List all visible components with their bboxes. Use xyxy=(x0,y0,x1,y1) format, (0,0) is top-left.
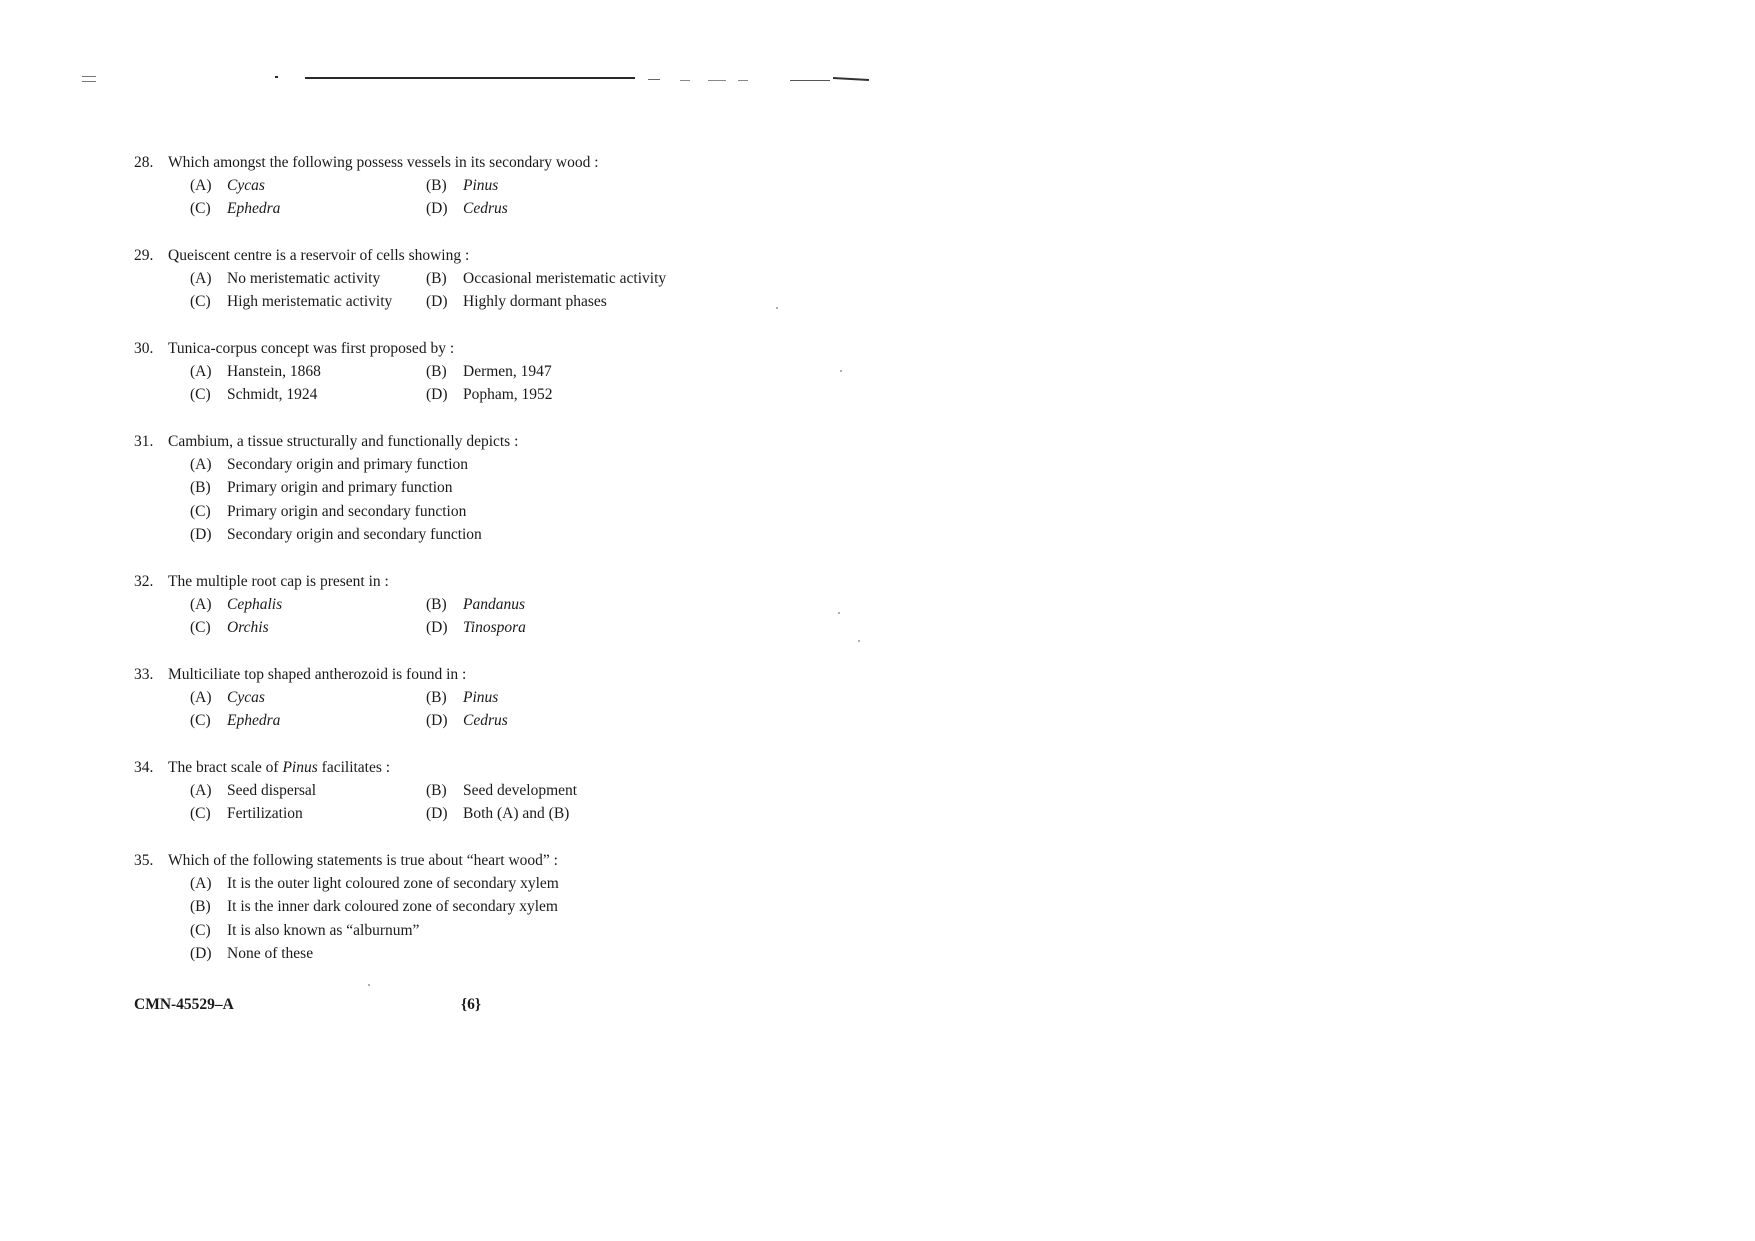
option-letter: (C) xyxy=(190,805,211,823)
answer-option xyxy=(426,293,662,311)
answer-option xyxy=(190,293,426,311)
option-text: Ephedra xyxy=(227,200,281,218)
option-text: Highly dormant phases xyxy=(463,293,607,311)
question-number: 31. xyxy=(134,433,154,450)
option-letter: (D) xyxy=(426,386,448,404)
option-letter: (D) xyxy=(426,712,448,730)
option-row xyxy=(190,524,894,548)
question-item xyxy=(134,850,894,966)
question-text-part: facilitates : xyxy=(317,759,391,776)
question-text: Multiciliate top shaped antherozoid is found in : xyxy=(168,666,467,683)
question-stem xyxy=(134,757,894,779)
answer-option xyxy=(426,363,662,381)
option-row xyxy=(190,291,894,315)
question-stem xyxy=(134,664,894,686)
options xyxy=(190,360,894,407)
option-row xyxy=(190,384,894,408)
answer-option xyxy=(426,619,662,637)
question-item xyxy=(134,431,894,547)
option-letter: (C) xyxy=(190,293,211,311)
scan-artifact xyxy=(648,79,660,80)
scan-artifact xyxy=(82,76,96,77)
answer-option xyxy=(190,782,426,800)
option-letter: (D) xyxy=(190,945,212,963)
option-text: Cedrus xyxy=(463,712,508,730)
option-letter: (A) xyxy=(190,688,212,706)
option-letter: (A) xyxy=(190,455,212,473)
option-letter: (B) xyxy=(426,269,447,287)
option-text: None of these xyxy=(227,945,314,963)
question-list xyxy=(134,152,894,990)
option-row xyxy=(190,360,894,384)
question-text: Which of the following statements is true about “heart wood” : xyxy=(168,852,558,869)
question-number: 30. xyxy=(134,340,154,357)
question-stem xyxy=(134,431,894,453)
answer-option xyxy=(190,922,710,940)
option-text: Seed dispersal xyxy=(227,781,317,799)
option-text: High meristematic activity xyxy=(227,293,393,311)
scan-artifact xyxy=(708,80,726,81)
question-text: Which amongst the following possess vessels in its secondary wood : xyxy=(168,154,599,171)
option-text: Tinospora xyxy=(463,619,526,637)
options xyxy=(190,686,894,733)
option-text: Cycas xyxy=(227,688,265,706)
answer-option xyxy=(426,386,662,404)
option-letter: (B) xyxy=(190,898,211,916)
option-text: Fertilization xyxy=(227,805,303,823)
option-letter: (B) xyxy=(426,781,447,799)
answer-option xyxy=(190,177,426,195)
question-number: 29. xyxy=(134,247,154,264)
answer-option xyxy=(190,712,426,730)
option-text: Both (A) and (B) xyxy=(463,805,570,823)
option-text: Seed development xyxy=(463,781,578,799)
scan-artifact xyxy=(275,76,278,78)
question-number: 35. xyxy=(134,852,154,869)
answer-option xyxy=(190,479,710,497)
option-row xyxy=(190,803,894,827)
question-item xyxy=(134,245,894,314)
options xyxy=(190,593,894,640)
option-letter: (A) xyxy=(190,176,212,194)
question-text: Queiscent centre is a reservoir of cells showing : xyxy=(168,247,470,264)
question-text: Cambium, a tissue structurally and functionally depicts : xyxy=(168,433,519,450)
option-letter: (C) xyxy=(190,502,211,520)
option-text: It is the inner dark coloured zone of secondary xylem xyxy=(227,898,558,916)
question-stem xyxy=(134,152,894,174)
answer-option xyxy=(426,805,662,823)
answer-option xyxy=(426,177,662,195)
answer-option xyxy=(190,619,426,637)
option-letter: (D) xyxy=(426,805,448,823)
option-letter: (B) xyxy=(190,479,211,497)
paper-code: CMN-45529–A xyxy=(134,996,234,1013)
option-text: Cycas xyxy=(227,176,265,194)
answer-option xyxy=(190,689,426,707)
option-text: Schmidt, 1924 xyxy=(227,386,318,404)
option-row xyxy=(190,896,894,920)
option-text: Secondary origin and secondary function xyxy=(227,526,482,544)
option-row xyxy=(190,500,894,524)
question-item xyxy=(134,338,894,407)
answer-option xyxy=(190,898,710,916)
answer-option xyxy=(190,363,426,381)
scan-artifact xyxy=(680,80,690,81)
option-letter: (D) xyxy=(190,526,212,544)
option-letter: (B) xyxy=(426,362,447,380)
question-stem xyxy=(134,245,894,267)
option-text: Primary origin and secondary function xyxy=(227,502,467,520)
question-number: 28. xyxy=(134,154,154,171)
question-text: The multiple root cap is present in : xyxy=(168,573,389,590)
question-number: 32. xyxy=(134,573,154,590)
answer-option xyxy=(426,596,662,614)
option-text: Pinus xyxy=(463,688,499,706)
question-stem xyxy=(134,850,894,872)
option-text: Primary origin and primary function xyxy=(227,479,453,497)
option-row xyxy=(190,617,894,641)
scan-artifact xyxy=(833,77,869,81)
question-text xyxy=(168,759,390,777)
option-row xyxy=(190,174,894,198)
answer-option xyxy=(190,270,426,288)
top-rule xyxy=(305,77,635,79)
option-text: Pandanus xyxy=(463,595,525,613)
answer-option xyxy=(190,456,710,474)
question-number: 33. xyxy=(134,666,154,683)
option-row xyxy=(190,477,894,501)
option-text: Cedrus xyxy=(463,200,508,218)
question-text-taxon: Pinus xyxy=(282,759,318,776)
option-letter: (D) xyxy=(426,619,448,637)
answer-option xyxy=(426,782,662,800)
question-item xyxy=(134,757,894,826)
option-text: Ephedra xyxy=(227,712,281,730)
option-text: It is the outer light coloured zone of secondary xylem xyxy=(227,874,559,892)
option-row xyxy=(190,779,894,803)
option-letter: (A) xyxy=(190,874,212,892)
option-letter: (B) xyxy=(426,595,447,613)
option-letter: (A) xyxy=(190,269,212,287)
option-letter: (C) xyxy=(190,921,211,939)
option-text: Cephalis xyxy=(227,595,283,613)
option-letter: (A) xyxy=(190,781,212,799)
option-text: Secondary origin and primary function xyxy=(227,455,469,473)
scan-artifact xyxy=(738,80,748,81)
answer-option xyxy=(426,712,662,730)
option-text: No meristematic activity xyxy=(227,269,381,287)
option-row xyxy=(190,453,894,477)
scan-artifact xyxy=(790,80,830,81)
options xyxy=(190,453,894,547)
options xyxy=(190,267,894,314)
options xyxy=(190,174,894,221)
option-letter: (B) xyxy=(426,688,447,706)
option-letter: (C) xyxy=(190,200,211,218)
option-row xyxy=(190,919,894,943)
option-text: Hanstein, 1868 xyxy=(227,362,321,380)
page-number: {6} xyxy=(461,996,481,1013)
answer-option xyxy=(426,689,662,707)
answer-option xyxy=(190,805,426,823)
option-row xyxy=(190,267,894,291)
answer-option xyxy=(426,269,667,288)
answer-option xyxy=(190,503,710,521)
answer-option xyxy=(426,200,662,218)
option-letter: (A) xyxy=(190,595,212,613)
answer-option xyxy=(190,945,710,963)
option-text: Orchis xyxy=(227,619,269,637)
scan-artifact xyxy=(82,81,96,82)
option-letter: (C) xyxy=(190,619,211,637)
question-text: Tunica-corpus concept was first proposed by : xyxy=(168,340,455,357)
question-number: 34. xyxy=(134,759,154,776)
question-stem xyxy=(134,338,894,360)
option-letter: (D) xyxy=(426,293,448,311)
option-row xyxy=(190,872,894,896)
question-item xyxy=(134,571,894,640)
question-stem xyxy=(134,571,894,593)
option-text: Pinus xyxy=(463,176,499,194)
answer-option xyxy=(190,875,710,893)
question-item xyxy=(134,152,894,221)
option-row xyxy=(190,943,894,967)
option-letter: (C) xyxy=(190,386,211,404)
option-row xyxy=(190,198,894,222)
answer-option xyxy=(190,596,426,614)
option-row xyxy=(190,686,894,710)
question-text-part: The bract scale of xyxy=(168,759,283,776)
question-item xyxy=(134,664,894,733)
option-text: Popham, 1952 xyxy=(463,386,553,404)
answer-option xyxy=(190,386,426,404)
option-letter: (A) xyxy=(190,362,212,380)
option-text: It is also known as “alburnum” xyxy=(227,921,420,939)
option-text: Occasional meristematic activity xyxy=(463,269,667,287)
option-row xyxy=(190,710,894,734)
option-row xyxy=(190,593,894,617)
page-footer xyxy=(134,996,734,1018)
options xyxy=(190,779,894,826)
answer-option xyxy=(190,526,710,544)
option-text: Dermen, 1947 xyxy=(463,362,552,380)
option-letter: (D) xyxy=(426,200,448,218)
answer-option xyxy=(190,200,426,218)
options xyxy=(190,872,894,966)
option-letter: (B) xyxy=(426,176,447,194)
option-letter: (C) xyxy=(190,712,211,730)
